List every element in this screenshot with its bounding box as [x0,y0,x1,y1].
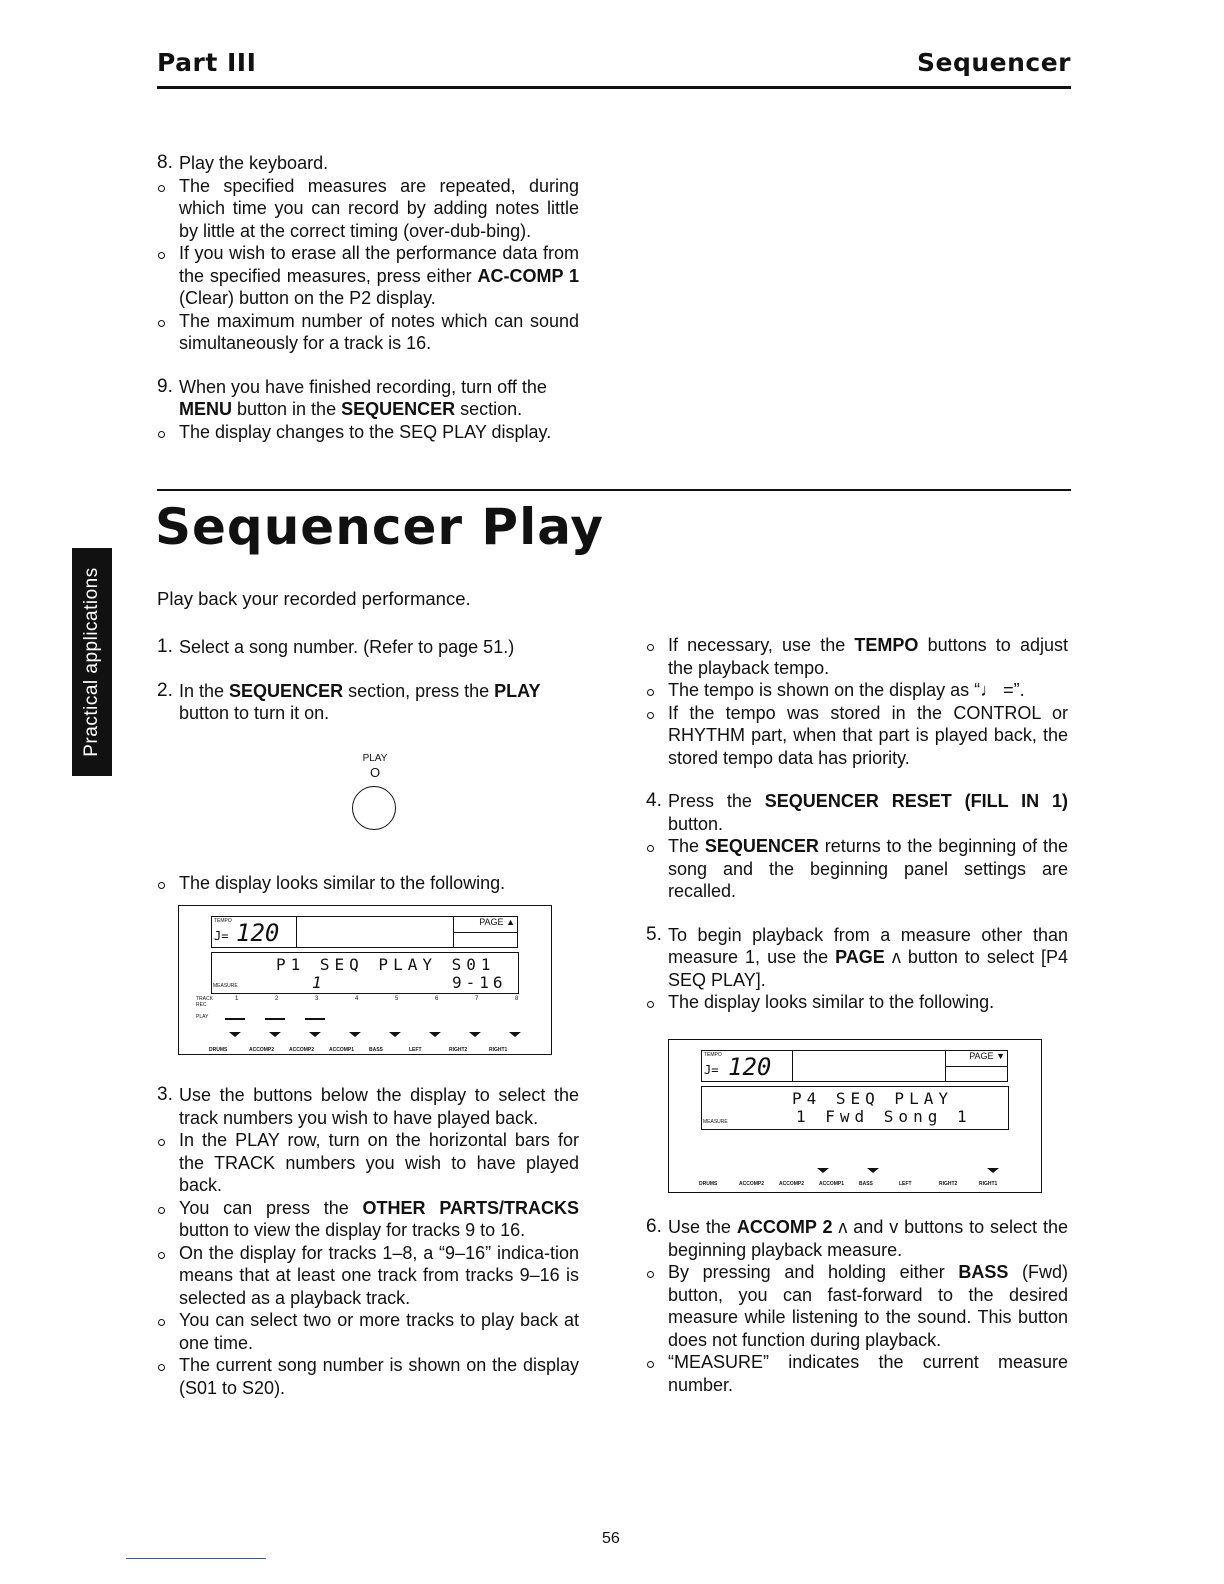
track-number: 2 [275,996,279,1002]
panel-button-label[interactable]: RIGHT2 [449,1047,468,1053]
lcd-display-p1: TEMPO J= 120 PAGE ▲ P1 SEQ PLAY S01 MEASURE 1 9-16 TRACK REC PLAY 1 2 3 4 5 6 7 8 DRUMS ACCOMP2 ACCOMP2 ACCOMP1 BASS LEFT RIGHT2 RIGHT1 [178,905,552,1055]
bullet: If you wish to erase all the performance data from the specified measures, press either AC-COMP 1 (Clear) button on the P2 display. [157,242,579,310]
bullet: You can press the OTHER PARTS/TRACKS button to view the display for tracks 9 to 16. [157,1197,579,1242]
header-rule [157,86,1071,89]
panel-button-label[interactable]: RIGHT2 [939,1181,958,1187]
bullet: The SEQUENCER returns to the beginning of the song and the beginning panel settings are recalled. [646,835,1068,903]
panel-button-label[interactable]: BASS [369,1047,383,1053]
panel-button-label[interactable]: LEFT [899,1181,912,1187]
track-number: 7 [475,996,479,1002]
track-number: 1 [235,996,239,1002]
side-tab-label: Practical applications [81,567,102,757]
bullet: By pressing and holding either BASS (Fwd) button, you can fast-forward to the desired measure while listening to the sound. This button does not function during playback. [646,1261,1068,1351]
header-section: Sequencer [916,48,1071,77]
right-column-top [646,634,1068,1014]
bullet: If necessary, use the TEMPO buttons to adjust the playback tempo. [646,634,1068,679]
side-tab [72,548,112,776]
play-track-bar [265,1018,285,1020]
play-button[interactable] [352,786,396,830]
bullet: In the PLAY row, turn on the horizontal bars for the TRACK numbers you wish to have played back. [157,1129,579,1197]
bullet: “MEASURE” indicates the current measure number. [646,1351,1068,1396]
panel-button-label[interactable]: DRUMS [209,1047,228,1053]
play-track-bar [305,1018,325,1020]
lcd-display-p4 [668,1039,1042,1193]
track-number: 6 [435,996,439,1002]
page-box: PAGE ▲ [453,916,518,948]
panel-button-label[interactable]: ACCOMP2 [249,1047,275,1053]
bullet: The current song number is shown on the display (S01 to S20). [157,1354,579,1399]
step-3: 3. Use the buttons below the display to select the track numbers you wish to have played back. [157,1084,579,1128]
right-step-6 [646,1216,1068,1396]
button-arrow-icon [309,1032,321,1037]
bullet: The display changes to the SEQ PLAY display. [157,421,579,444]
section-intro: Play back your recorded performance. [157,588,471,609]
button-arrow-icon [867,1168,879,1173]
bullet: The display looks similar to the following. [646,991,1068,1014]
panel-button-label[interactable]: RIGHT1 [979,1181,998,1187]
footer-rule [126,1558,266,1559]
bullet: The display looks similar to the following. [157,872,579,895]
step-9: 9. When you have finished recording, turn off the MENU button in the SEQUENCER section. [157,375,547,419]
section-title: Sequencer Play [155,498,605,556]
step-1: 1. Select a song number. (Refer to page 51.) [157,636,515,657]
step-6: 6. Use the ACCOMP 2 ʌ and v buttons to select the beginning playback measure. [646,1216,1068,1260]
panel-button-label[interactable]: DRUMS [699,1181,718,1187]
left-bullet-display [157,872,579,895]
bullet: The tempo is shown on the display as “♩ =”. [646,679,1068,702]
track-number: 3 [315,996,319,1002]
play-label: PLAY [362,753,388,764]
panel-button-label[interactable]: RIGHT1 [489,1047,508,1053]
button-arrow-icon [817,1168,829,1173]
track-number: 5 [395,996,399,1002]
lcd-main: P4 SEQ PLAY MEASURE 1 Fwd Song 1 [701,1086,1009,1130]
bullet: If the tempo was stored in the CONTROL or RHYTHM part, when that part is played back, the stored tempo data has priority. [646,702,1068,770]
bullet: The specified measures are repeated, during which time you can record by adding notes little by little at the correct timing (over-dub-bing). [157,175,579,243]
panel-button-label[interactable]: ACCOMP2 [739,1181,765,1187]
button-arrow-icon [469,1032,481,1037]
play-led-icon: O [369,765,381,780]
lcd-blank [791,1050,946,1082]
button-arrow-icon [349,1032,361,1037]
panel-button-label[interactable]: LEFT [409,1047,422,1053]
panel-button-label[interactable]: ACCOMP1 [819,1181,845,1187]
step-5: 5. To begin playback from a measure other than measure 1, use the PAGE ʌ button to select [P4 SEQ PLAY]. [646,923,1068,990]
bullet: You can select two or more tracks to play back at one time. [157,1309,579,1354]
track-number: 8 [515,996,519,1002]
button-arrow-icon [389,1032,401,1037]
button-arrow-icon [987,1168,999,1173]
bullet: The maximum number of notes which can sound simultaneously for a track is 16. [157,310,579,355]
left-step-3 [157,1084,579,1399]
tempo-box: TEMPO J= 120 [211,916,297,948]
step-4: 4. Press the SEQUENCER RESET (FILL IN 1) button. [646,790,1068,834]
play-track-bar [225,1018,245,1020]
button-arrow-icon [429,1032,441,1037]
header-part: Part III [157,48,257,77]
page-down-icon: ▼ [996,1051,1005,1061]
left-column [157,636,579,725]
button-arrow-icon [229,1032,241,1037]
step-2: 2. In the SEQUENCER section, press the PLAY button to turn it on. [157,679,541,723]
panel-button-label[interactable]: BASS [859,1181,873,1187]
section-rule [157,489,1071,491]
step-8: 8. Play the keyboard. [157,152,329,173]
button-arrow-icon [509,1032,521,1037]
lcd-main: P1 SEQ PLAY S01 MEASURE 1 9-16 [211,952,519,994]
button-arrow-icon [269,1032,281,1037]
track-number: 4 [355,996,359,1002]
tempo-box: TEMPO J= 120 [701,1050,793,1082]
page-up-icon: ▲ [506,917,515,927]
top-steps [157,152,579,443]
panel-button-label[interactable]: ACCOMP2 [289,1047,315,1053]
page-number: 56 [602,1530,620,1547]
panel-button-label[interactable]: ACCOMP2 [779,1181,805,1187]
lcd-blank [295,916,454,948]
bullet: On the display for tracks 1–8, a “9–16” indica-tion means that at least one track from tracks 9–16 is selected as a playback track. [157,1242,579,1310]
page-box: PAGE ▼ [945,1050,1008,1082]
panel-button-label[interactable]: ACCOMP1 [329,1047,355,1053]
